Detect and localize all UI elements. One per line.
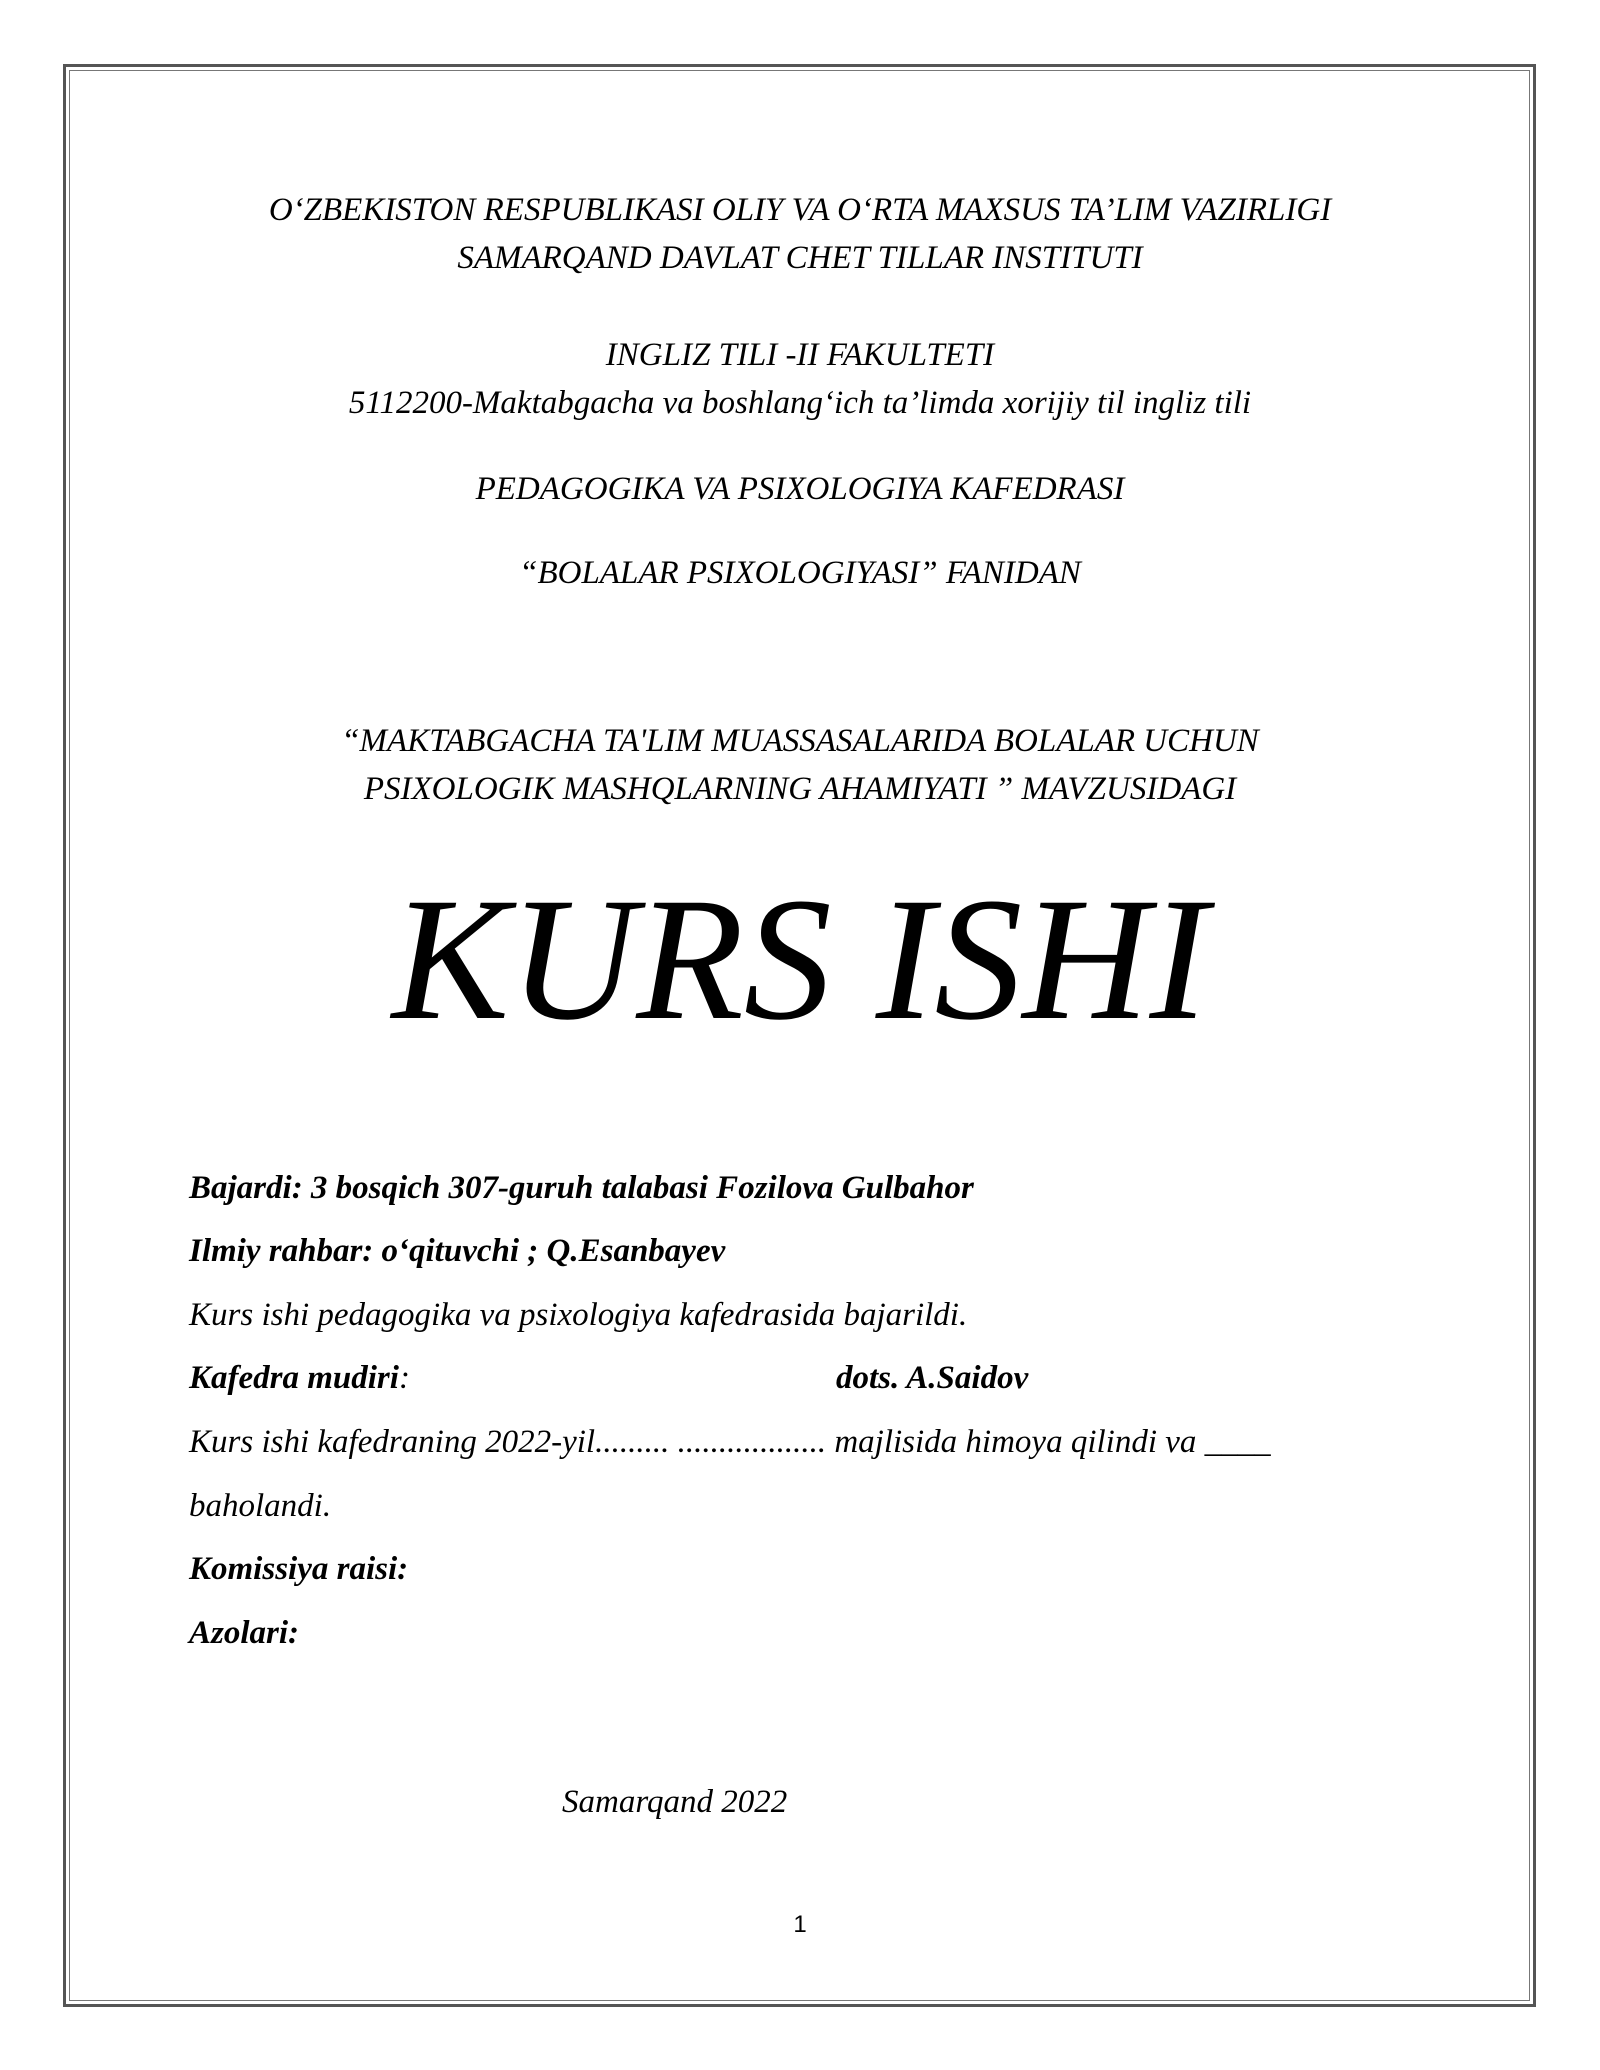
page-number: 1 bbox=[793, 1911, 807, 1938]
city-year: Samarqand 2022 bbox=[562, 1784, 788, 1820]
members-label: Azolari: bbox=[189, 1615, 300, 1651]
defense-line-1: Kurs ishi kafedraning 2022-yil......... .................. majlisida himoya qilindi va ____ bbox=[189, 1424, 1271, 1460]
supervisor-line: Ilmiy rahbar: o‘qituvchi ; Q.Esanbayev bbox=[189, 1233, 726, 1269]
head-label-colon: : bbox=[398, 1360, 410, 1396]
performer-line: Bajardi: 3 bosqich 307-guruh talabasi Fozilova Gulbahor bbox=[189, 1170, 974, 1206]
department-heading: PEDAGOGIKA VA PSIXOLOGIYA KAFEDRASI bbox=[475, 471, 1125, 507]
defense-line-2: baholandi. bbox=[189, 1488, 332, 1524]
head-of-department-label bbox=[189, 1354, 410, 1402]
head-of-department-name: dots. A.Saidov bbox=[836, 1360, 1029, 1396]
subject-heading: “BOLALAR PSIXOLOGIYASI” FANIDAN bbox=[519, 555, 1081, 591]
faculty-heading: INGLIZ TILI -II FAKULTETI bbox=[605, 337, 995, 373]
document-title: KURS ISHI bbox=[391, 862, 1209, 1057]
ministry-heading: O‘ZBEKISTON RESPUBLIKASI OLIY VA O‘RTA MAXSUS TA’LIM VAZIRLIGI bbox=[268, 192, 1332, 228]
topic-line-2: PSIXOLOGIK MASHQLARNING AHAMIYATI ” MAVZUSIDAGI bbox=[363, 771, 1237, 807]
specialty-line: 5112200-Maktabgacha va boshlang‘ich ta’limda xorijiy til ingliz tili bbox=[348, 385, 1252, 421]
commission-chair-label: Komissiya raisi: bbox=[189, 1551, 409, 1587]
head-label-text: Kafedra mudiri bbox=[189, 1360, 399, 1396]
completed-line: Kurs ishi pedagogika va psixologiya kafedrasida bajarildi. bbox=[189, 1297, 968, 1333]
institute-heading: SAMARQAND DAVLAT CHET TILLAR INSTITUTI bbox=[457, 240, 1143, 276]
topic-line-1: “MAKTABGACHA TA'LIM MUASSASALARIDA BOLALAR UCHUN bbox=[341, 723, 1259, 759]
